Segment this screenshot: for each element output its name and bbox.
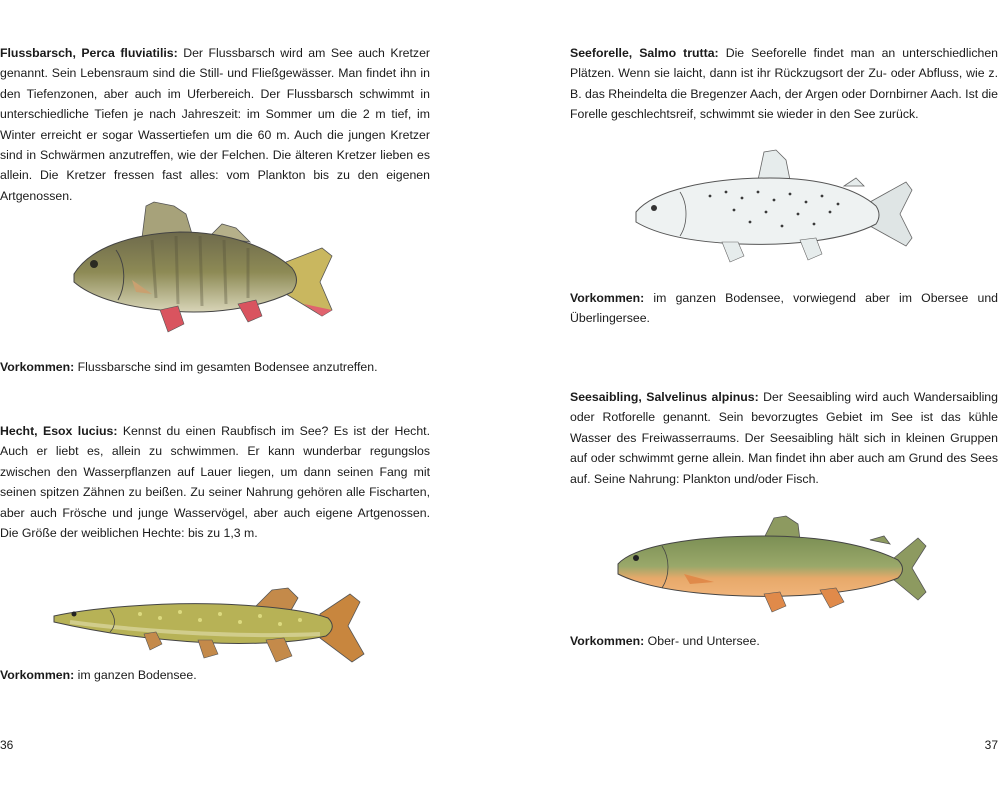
seeforelle-heading: Seeforelle, Salmo trutta: [570, 46, 719, 60]
seesaibling-occurrence-label: Vorkommen: [570, 634, 645, 648]
flussbarsch-occurrence [0, 357, 430, 377]
seeforelle-occurrence-text: im ganzen Bodensee, vorwiegend aber im Obersee und Überlingersee. [570, 291, 998, 326]
seesaibling-occurrence-text: Ober- und Untersee. [644, 634, 760, 648]
arctic-char-illustration [614, 514, 932, 618]
lake-trout-illustration [630, 146, 920, 270]
hecht-paragraph [0, 421, 430, 543]
seeforelle-occurrence [570, 288, 998, 329]
right-page [570, 0, 998, 800]
left-page [0, 0, 430, 800]
flussbarsch-heading: Flussbarsch, Perca fluviatilis: [0, 46, 178, 60]
hecht-heading: Hecht, Esox lucius: [0, 424, 118, 438]
seesaibling-heading: Seesaibling, Salvelinus alpinus: [570, 390, 759, 404]
seesaibling-text: Der Seesaibling wird auch Wandersaibling oder Rotforelle genannt. Sein bevorzugtes Gebiet im See ist das kühle Wasser des Freiwasserraums. Der Seesaibling hält sich in kleinen Gruppen auf oder schwimmt gerne allein. Man findet ihn aber auch am Grund des Sees auf. Seine Nahrung: Plankton und/oder Fisch. [570, 390, 998, 486]
seeforelle-text: Die Seeforelle findet man an unterschiedlichen Plätzen. Wenn sie laicht, dann ist ihr Rückzugsort der Zu- oder Abfluss, wie z. B. das Rheindelta die Bregenzer Aach, der Argen oder Dornbirner Aach. Ist die Forelle geschlechtsreif, schwimmt sie wieder in den See zurück. [570, 46, 998, 122]
seeforelle-occurrence-label: Vorkommen: [570, 291, 645, 305]
hecht-text: Kennst du einen Raubfisch im See? Es ist der Hecht. Auch er liebt es, allein zu schwimmen. Er kann wunderbar regungslos zwischen den Wasserpflanzen auf Lauer liegen, um dann seinen Fang mit seinen spitzen Zähnen zu beißen. Zu seiner Nahrung gehören alle Fischarten, aber auch Frösche und junge Wasservögel, aber auch eigene Artgenossen. Die Größe der weiblichen Hechte: bis zu 1,3 m. [0, 424, 430, 541]
seesaibling-paragraph [570, 387, 998, 489]
seesaibling-occurrence [570, 631, 998, 651]
page-number-left: 36 [0, 738, 14, 752]
flussbarsch-occurrence-label: Vorkommen: [0, 360, 75, 374]
pike-illustration [50, 584, 370, 668]
hecht-occurrence [0, 665, 430, 685]
page-number-right: 37 [984, 738, 998, 752]
hecht-occurrence-text: im ganzen Bodensee. [74, 668, 197, 682]
flussbarsch-occurrence-text: Flussbarsche sind im gesamten Bodensee anzutreffen. [74, 360, 378, 374]
flussbarsch-paragraph [0, 43, 430, 206]
seeforelle-paragraph [570, 43, 998, 125]
perch-illustration [60, 198, 340, 338]
hecht-occurrence-label: Vorkommen: [0, 668, 75, 682]
flussbarsch-text: Der Flussbarsch wird am See auch Kretzer genannt. Sein Lebensraum sind die Still- und Fließgewässer. Man findet ihn in den Tiefenzonen, aber auch im Uferbereich. Der Flussbarsch schwimmt in unterschiedliche Tiefen je nach Jahreszeit: im Sommer um die 2 m tief, im Winter erreicht er sogar Wassertiefen um die 60 m. Auch die jungen Kretzer sind in Schwärmen anzutreffen, wie der Felchen. Die älteren Kretzer lieben es allein. Die Kretzer fressen fast alles: vom Plankton bis zu den eigenen Artgenossen. [0, 46, 431, 203]
